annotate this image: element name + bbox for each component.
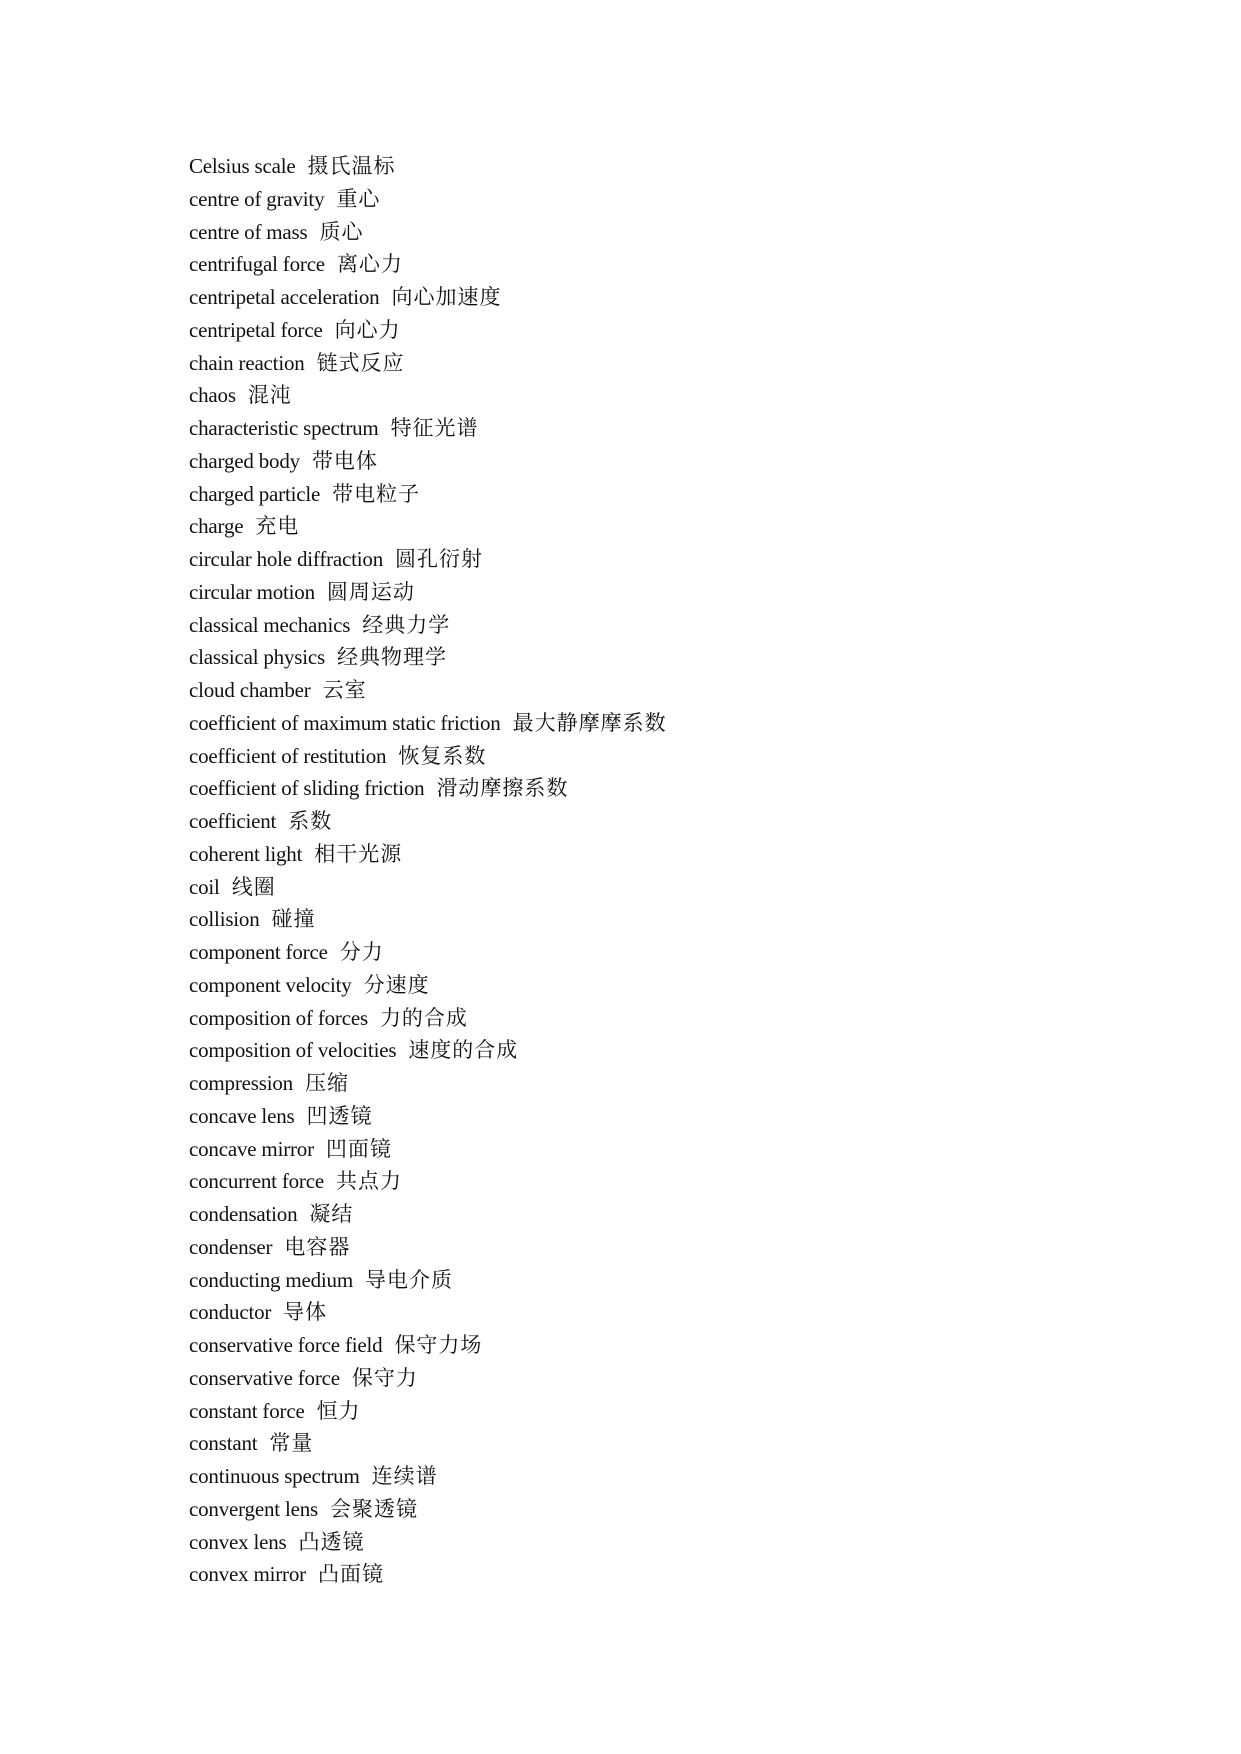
glossary-entry xyxy=(189,805,667,838)
glossary-entry xyxy=(189,576,667,609)
entry-translation: 连续谱 xyxy=(371,1464,438,1488)
glossary-entry xyxy=(189,871,667,904)
entry-translation: 经典物理学 xyxy=(336,645,447,670)
glossary-entry xyxy=(189,1264,667,1297)
entry-translation: 最大静摩摩系数 xyxy=(512,710,667,735)
glossary-entry xyxy=(189,1558,667,1591)
entry-translation: 凹面镜 xyxy=(325,1136,392,1161)
entry-translation: 常量 xyxy=(269,1431,314,1456)
glossary-entry xyxy=(189,543,667,576)
glossary-entry xyxy=(189,1165,667,1198)
entry-translation: 凹透镜 xyxy=(306,1103,373,1128)
entry-term: circular motion xyxy=(189,579,315,604)
entry-term: conducting medium xyxy=(189,1267,353,1292)
glossary-entry xyxy=(189,674,667,707)
entry-translation: 导电介质 xyxy=(365,1267,453,1292)
entry-term: conductor xyxy=(189,1300,272,1325)
entry-term: coil xyxy=(189,874,220,899)
glossary-entry xyxy=(189,347,667,380)
entry-translation: 特征光谱 xyxy=(390,416,479,440)
entry-translation: 恢复系数 xyxy=(398,743,487,768)
entry-term: concave mirror xyxy=(189,1136,314,1161)
entry-translation: 向心加速度 xyxy=(391,285,502,309)
glossary-entry xyxy=(189,1427,667,1460)
entry-translation: 离心力 xyxy=(336,252,403,277)
glossary-entry xyxy=(189,1296,667,1329)
entry-term: constant xyxy=(189,1431,258,1456)
entry-translation: 质心 xyxy=(319,219,364,244)
entry-translation: 圆孔衍射 xyxy=(395,547,484,571)
glossary-entry xyxy=(189,1231,667,1264)
entry-term: circular hole diffraction xyxy=(189,547,384,571)
entry-translation: 充电 xyxy=(255,514,300,539)
glossary-entry xyxy=(189,281,667,314)
glossary-entry xyxy=(189,903,667,936)
glossary-entry xyxy=(189,1100,667,1133)
entry-term: charge xyxy=(189,514,244,539)
entry-term: centripetal force xyxy=(189,317,323,342)
entry-term: convex lens xyxy=(189,1529,287,1554)
entry-term: conservative force field xyxy=(189,1333,383,1357)
glossary-entry xyxy=(189,1067,667,1100)
glossary-entry xyxy=(189,936,667,969)
glossary-entry xyxy=(189,838,667,871)
entry-term: Celsius scale xyxy=(189,154,296,178)
entry-term: component velocity xyxy=(189,972,352,997)
entry-translation: 相干光源 xyxy=(314,841,403,866)
entry-term: concurrent force xyxy=(189,1169,324,1194)
entry-term: condensation xyxy=(189,1202,298,1226)
entry-translation: 恒力 xyxy=(316,1398,361,1423)
glossary-entry xyxy=(189,314,667,347)
entry-translation: 摄氏温标 xyxy=(307,154,396,178)
entry-translation: 凸面镜 xyxy=(317,1562,384,1587)
entry-term: component force xyxy=(189,940,328,964)
entry-translation: 碰撞 xyxy=(271,907,316,932)
entry-term: chain reaction xyxy=(189,350,305,375)
entry-translation: 混沌 xyxy=(247,383,292,408)
glossary-entry xyxy=(189,1395,667,1428)
glossary-entry xyxy=(189,1002,667,1035)
glossary-entry xyxy=(189,969,667,1002)
entry-term: conservative force xyxy=(189,1365,340,1390)
glossary-entry xyxy=(189,1493,667,1526)
entry-term: convex mirror xyxy=(189,1562,306,1587)
entry-term: composition of forces xyxy=(189,1005,368,1030)
entry-term: coefficient xyxy=(189,809,277,833)
glossary-entry xyxy=(189,772,667,805)
entry-translation: 云室 xyxy=(322,678,367,702)
entry-translation: 线圈 xyxy=(231,874,276,899)
entry-translation: 重心 xyxy=(336,186,381,211)
entry-translation: 带电粒子 xyxy=(332,481,421,506)
glossary-list xyxy=(189,150,667,1591)
entry-translation: 会聚透镜 xyxy=(330,1496,418,1521)
entry-term: characteristic spectrum xyxy=(189,416,379,440)
entry-translation: 经典力学 xyxy=(362,612,451,637)
glossary-entry xyxy=(189,641,667,674)
glossary-entry xyxy=(189,379,667,412)
entry-term: condenser xyxy=(189,1234,273,1259)
glossary-entry xyxy=(189,1034,667,1067)
entry-translation: 带电体 xyxy=(311,448,378,473)
entry-term: centre of mass xyxy=(189,219,308,244)
glossary-entry xyxy=(189,445,667,478)
entry-translation: 保守力场 xyxy=(394,1333,483,1357)
entry-term: composition of velocities xyxy=(189,1038,397,1063)
entry-term: continuous spectrum xyxy=(189,1464,360,1488)
entry-term: coherent light xyxy=(189,841,303,866)
entry-term: coefficient of restitution xyxy=(189,743,387,768)
entry-term: constant force xyxy=(189,1398,305,1423)
entry-translation: 凝结 xyxy=(309,1202,354,1226)
entry-term: coefficient of sliding friction xyxy=(189,776,425,801)
glossary-entry xyxy=(189,216,667,249)
entry-term: centrifugal force xyxy=(189,252,325,277)
glossary-entry xyxy=(189,1133,667,1166)
glossary-entry xyxy=(189,1362,667,1395)
entry-term: cloud chamber xyxy=(189,678,311,702)
entry-translation: 力的合成 xyxy=(379,1005,468,1030)
entry-term: convergent lens xyxy=(189,1496,318,1521)
entry-term: classical mechanics xyxy=(189,612,351,637)
entry-term: centripetal acceleration xyxy=(189,285,380,309)
entry-term: classical physics xyxy=(189,645,325,670)
entry-translation: 圆周运动 xyxy=(326,579,415,604)
entry-translation: 链式反应 xyxy=(316,350,405,375)
entry-term: coefficient of maximum static friction xyxy=(189,710,501,735)
glossary-entry xyxy=(189,412,667,445)
entry-translation: 凸透镜 xyxy=(298,1529,365,1554)
glossary-entry xyxy=(189,1460,667,1493)
entry-translation: 分速度 xyxy=(363,972,430,997)
entry-translation: 系数 xyxy=(288,809,333,833)
glossary-entry xyxy=(189,740,667,773)
entry-translation: 导体 xyxy=(283,1300,328,1325)
entry-translation: 保守力 xyxy=(351,1365,418,1390)
glossary-entry xyxy=(189,609,667,642)
glossary-entry xyxy=(189,510,667,543)
entry-term: centre of gravity xyxy=(189,186,325,211)
entry-translation: 共点力 xyxy=(335,1169,402,1194)
entry-translation: 速度的合成 xyxy=(408,1038,519,1063)
glossary-entry xyxy=(189,1198,667,1231)
glossary-entry xyxy=(189,1329,667,1362)
entry-term: charged particle xyxy=(189,481,321,506)
entry-translation: 向心力 xyxy=(334,317,401,342)
entry-term: charged body xyxy=(189,448,300,473)
glossary-entry xyxy=(189,248,667,281)
entry-translation: 分力 xyxy=(339,940,384,964)
entry-translation: 滑动摩擦系数 xyxy=(436,776,569,801)
glossary-entry xyxy=(189,707,667,740)
entry-term: chaos xyxy=(189,383,236,408)
glossary-entry xyxy=(189,150,667,183)
entry-term: compression xyxy=(189,1071,293,1095)
entry-term: collision xyxy=(189,907,260,932)
glossary-entry xyxy=(189,1526,667,1559)
glossary-entry xyxy=(189,183,667,216)
entry-term: concave lens xyxy=(189,1103,295,1128)
glossary-entry xyxy=(189,478,667,511)
entry-translation: 电容器 xyxy=(284,1234,351,1259)
entry-translation: 压缩 xyxy=(304,1071,349,1095)
